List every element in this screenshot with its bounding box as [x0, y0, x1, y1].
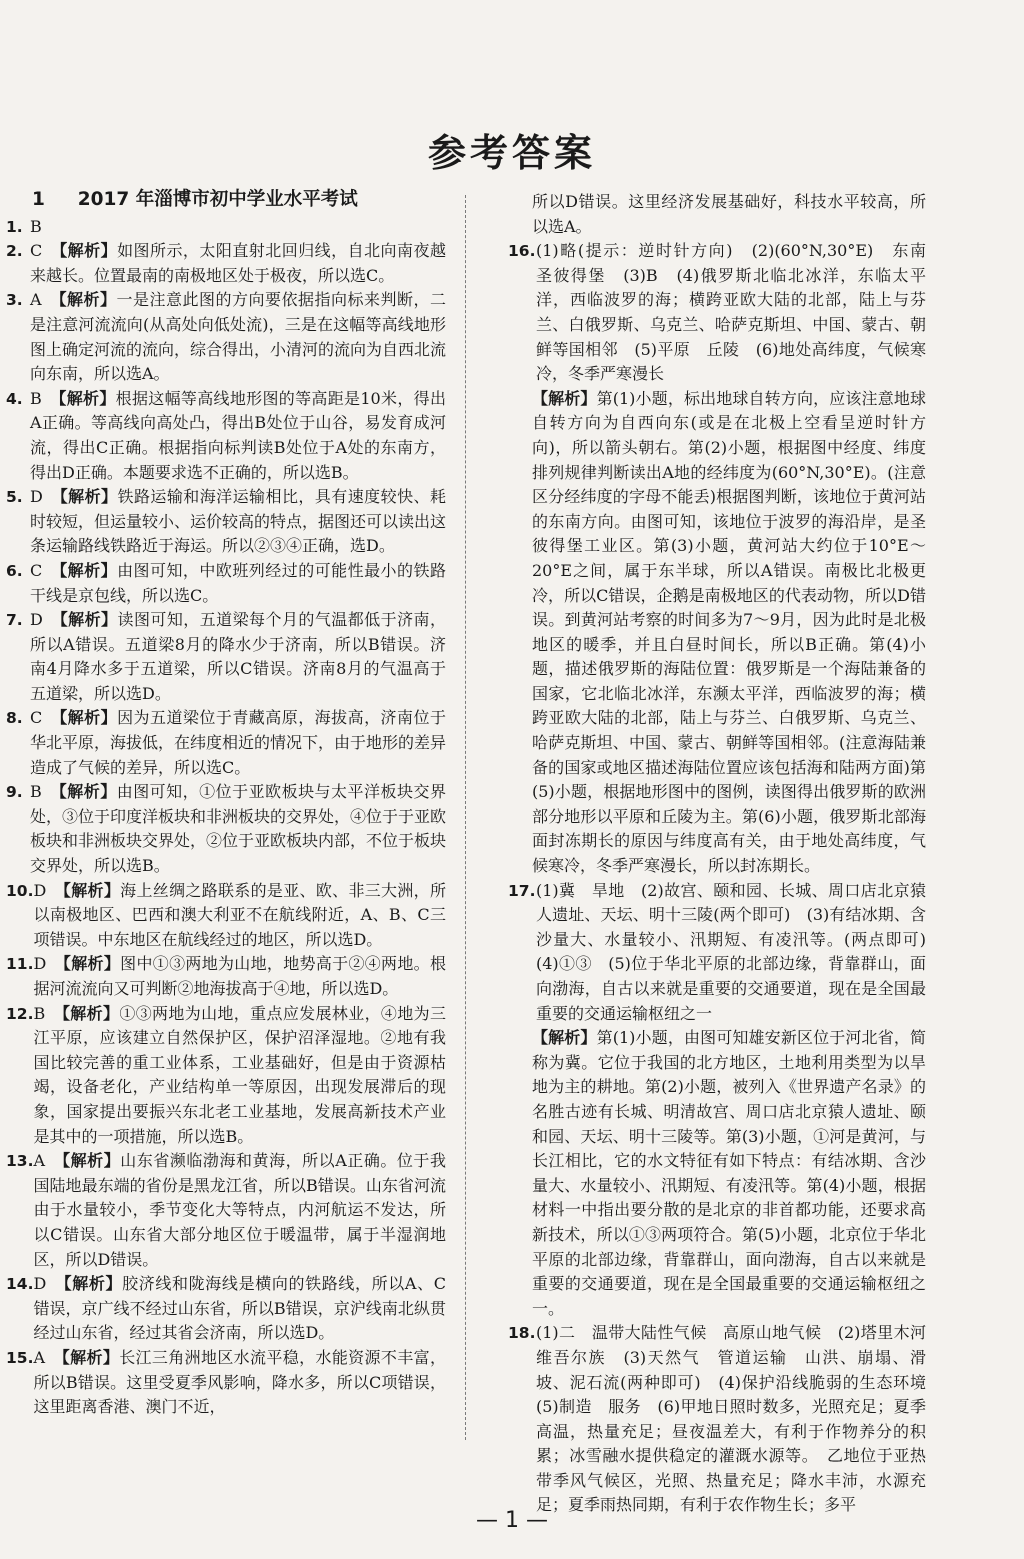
answer-body: [33, 1346, 446, 1420]
answer-body: [30, 387, 446, 485]
answer-item: [6, 879, 446, 953]
answer-number: 4.: [6, 389, 23, 408]
answer-item: [6, 387, 446, 485]
analysis-text: 由图可知，①位于亚欧板块与太平洋板块交界处，③位于印度洋板块和非洲板块的交界处，④位于于亚欧板块和非洲板块交界处，②位于亚欧板块内部，不位于板块交界处，所以选B。: [30, 782, 447, 876]
answer-item: [508, 1321, 943, 1518]
analysis-tag: 【解析】: [59, 610, 118, 630]
right-column: [508, 190, 943, 1518]
analysis-tag: 【解析】: [62, 954, 121, 974]
answer-choice: B: [30, 782, 42, 802]
answer-item: [6, 239, 446, 288]
answer-item: [6, 608, 446, 706]
answer-number: 7.: [6, 611, 23, 630]
answer-item: [6, 1002, 446, 1150]
answer-body: (1)二 温带大陆性气候 高原山地气候 (2)塔里木河 维吾尔族 (3)天然气 管道运输 山洪、崩塌、滑坡、泥石流(两种即可) (4)保护沿线脆弱的生态环境 (5)制造 服务 (6)甲地日照时数多，光照充足；夏季高温，热量充足；昼夜温差大，有利于作物养分的积累；冰雪融水提供稳定的灌溉水源等。 乙地位于亚热带季风气候区，光照、热量充足；降水丰沛，水源充足；夏季雨热同期，有利于农作物生长；多平: [536, 1323, 943, 1515]
answer-choice: C: [30, 241, 43, 261]
answer-number: 10.: [6, 881, 34, 900]
analysis-text: 读图可知，五道梁每个月的气温都低于济南，所以A错误。五道梁8月的降水少于济南，所以B错误。济南4月降水多于五道梁，所以C错误。济南8月的气温高于五道梁，所以选D。: [30, 610, 446, 703]
answer-body: [33, 1002, 446, 1150]
answer-body: [30, 215, 446, 240]
answer-body: [30, 608, 446, 706]
analysis-text: 图中①③两地为山地，地势高于②④两地。根据河流流向又可判断②地海拔高于④地，所以选D。: [33, 954, 446, 998]
analysis-text: 一是注意此图的方向要依据指向标来判断，二是注意河流流向(从高处向低处流)，三是在这幅等高线地形图上确定河流的流向，综合得出，小清河的流向为自西北流向东南，所以选A。: [30, 290, 447, 384]
answer-item: [6, 215, 446, 240]
analysis-paragraph: [508, 1026, 926, 1321]
answer-choice: B: [30, 388, 42, 408]
section-number: 1: [32, 189, 45, 210]
answer-number: 12.: [6, 1004, 34, 1023]
answer-body: [33, 879, 446, 953]
analysis-tag: 【解析】: [61, 1003, 120, 1023]
answer-choice: A: [33, 1151, 46, 1171]
answer-choice: A: [30, 290, 42, 310]
answer-number: 1.: [6, 217, 23, 236]
analysis-text: 胶济线和陇海线是横向的铁路线，所以A、C错误，京广线不经过山东省，所以B错误，京沪线南北纵贯经过山东省，经过其省会济南，所以选D。: [33, 1274, 446, 1343]
answer-choice: B: [30, 216, 42, 236]
analysis-text: 山东省濒临渤海和黄海，所以A正确。位于我国陆地最东端的省份是黑龙江省，所以B错误。山东省河流由于水量较小，季节变化大等特点，内河航运不发达，所以C错误。山东省大部分地区位于暖温带，属于半湿润地区，所以D错误。: [33, 1151, 446, 1269]
analysis-tag: 【解析】: [59, 487, 118, 507]
answer-item: [6, 780, 446, 878]
answer-number: 16.: [508, 242, 536, 261]
answer-body: [33, 1272, 446, 1346]
analysis-text: 第(1)小题，标出地球自转方向，应该注意地球自转方向为自西向东(或是在北极上空看呈逆时针方向)，所以箭头朝右。第(2)小题，根据图中经度、纬度排列规律判断读出A地的经纬度为(60°N,30°E)。(注意区分经纬度的字母不能丢)根据图判断，该地位于黄河站的东南方向。由图可知，该地位于波罗的海沿岸，是圣彼得堡工业区。第(3)小题，黄河站大约位于10°E～20°E之间，属于东半球，所以A错误。南极比北极更冷，所以C错误，企鹅是南极地区的代表动物，所以D错误。到黄河站考察的时间多为7～9月，因为此时是北极地区的暖季，并且白昼时间长，所以B正确。第(4)小题，描述俄罗斯的海陆位置：俄罗斯是一个海陆兼备的国家，它北临北冰洋，东濒太平洋，西临波罗的海；横跨亚欧大陆的北部，陆上与芬兰、白俄罗斯、乌克兰、哈萨克斯坦、中国、蒙古、朝鲜等国相邻。(注意海陆兼备的国家或地区描述海陆位置应该包括海和陆两方面)第(5)小题，根据地形图中的图例，读图得出俄罗斯的欧洲部分地形以平原和丘陵为主。第(6)小题，俄罗斯北部海面封冻期长的原因与纬度高有关，由于地处高纬度，气候寒冷，冬季严寒漫长，所以封冻期长。: [532, 388, 926, 876]
answer-body: [30, 239, 446, 288]
page-number: — 1 —: [476, 1508, 548, 1533]
answer-item: [6, 1149, 446, 1272]
answer-continuation: [508, 190, 926, 239]
analysis-text: 如图所示，太阳直射北回归线，自北向南夜越来越长。位置最南的南极地区处于极夜，所以选C。: [30, 241, 446, 285]
answer-number: 3.: [6, 291, 23, 310]
analysis-paragraph: [508, 387, 926, 879]
answer-body: [30, 485, 446, 559]
answer-number: 15.: [6, 1348, 34, 1367]
answer-item: [6, 485, 446, 559]
answer-number: 14.: [6, 1275, 34, 1294]
analysis-tag: 【解析】: [59, 560, 118, 580]
analysis-text: 第(1)小题，由图可知雄安新区位于河北省，简称为冀。它位于我国的北方地区，土地利用类型为以旱地为主的耕地。第(2)小题，被列入《世界遗产名录》的名胜古迹有长城、明清故宫、周口店北京猿人遗址、颐和园、天坛、明十三陵等。第(3)小题，①河是黄河，与长江相比，它的水文特征有如下特点：有结冰期、含沙量大、水量较小、汛期短、有凌汛等。第(4)小题，根据材料一中指出要分散的是北京的非首都功能，还要求高新技术，所以①③两项符合。第(5)小题，北京位于华北平原的北部边缘，背靠群山，面向渤海，自古以来就是重要的交通要道，现在是全国最重要的交通运输枢纽之一。: [532, 1028, 926, 1318]
page-title: 参考答案: [427, 130, 596, 175]
analysis-text: 海上丝绸之路联系的是亚、欧、非三大洲，所以南极地区、巴西和澳大利亚不在航线附近，A、B、C三项错误。中东地区在航线经过的地区，所以选D。: [33, 880, 446, 949]
answer-choice: D: [33, 1274, 47, 1294]
answer-number: 8.: [6, 709, 23, 728]
answer-choice: D: [30, 610, 43, 630]
answer-number: 6.: [6, 561, 23, 580]
analysis-tag: 【解析】: [532, 1028, 597, 1048]
answer-number: 13.: [6, 1152, 34, 1171]
answer-item: [6, 1272, 446, 1346]
answer-item: [6, 288, 446, 386]
answer-number: 18.: [508, 1324, 536, 1343]
analysis-text: 由图可知，中欧班列经过的可能性最小的铁路干线是京包线，所以选C。: [30, 560, 446, 605]
analysis-text: 所以D错误。这里经济发展基础好，科技水平较高，所以选A。: [532, 192, 926, 236]
answer-body: [30, 288, 446, 386]
answer-body: [33, 1149, 446, 1272]
answer-body: [30, 706, 446, 780]
answer-item: [6, 706, 446, 780]
analysis-tag: 【解析】: [532, 388, 597, 408]
answer-item: [508, 239, 943, 387]
analysis-tag: 【解析】: [59, 708, 118, 728]
answer-number: 17.: [508, 881, 536, 900]
answer-item: [6, 1346, 446, 1420]
answer-choice: C: [30, 708, 43, 728]
analysis-tag: 【解析】: [62, 880, 121, 900]
analysis-text: 铁路运输和海洋运输相比，具有速度较快、耗时较短，但运量较小、运价较高的特点，据图还可以读出这条运输路线铁路近于海运。所以②③④正确，选D。: [30, 487, 447, 556]
answer-item: [508, 879, 943, 1027]
answer-choice: B: [33, 1003, 46, 1023]
answer-number: 9.: [6, 783, 23, 802]
answer-body: (1)冀 旱地 (2)故宫、颐和园、长城、周口店北京猿人遗址、天坛、明十三陵(两个即可) (3)有结冰期、含沙量大、水量较小、汛期短、有凌汛等。(两点即可) (4)①③ (5)位于华北平原的北部边缘，背靠群山，面向渤海，自古以来就是重要的交通要道，现在是全国最重要的交通运输枢纽之一: [536, 880, 943, 1023]
answer-body: [30, 780, 446, 878]
analysis-tag: 【解析】: [58, 782, 117, 802]
answer-item: [6, 559, 446, 608]
column-divider: [465, 195, 466, 1440]
analysis-text: 因为五道梁位于青藏高原，海拔高，济南位于华北平原，海拔低，在纬度相近的情况下，由于地形的差异造成了气候的差异，所以选C。: [30, 708, 447, 777]
left-column: [6, 188, 446, 1420]
answer-list-left: [6, 215, 446, 1420]
answer-body: [33, 952, 446, 1001]
answer-choice: A: [33, 1347, 46, 1367]
answer-body: [30, 559, 446, 608]
analysis-tag: 【解析】: [58, 388, 116, 408]
answer-choice: D: [33, 954, 47, 974]
answer-number: 2.: [6, 242, 23, 261]
analysis-tag: 【解析】: [58, 290, 117, 310]
answer-number: 11.: [6, 955, 34, 974]
analysis-tag: 【解析】: [63, 1274, 123, 1294]
section-heading: [6, 188, 446, 213]
answer-list-right: [508, 190, 943, 1518]
answer-choice: D: [33, 880, 47, 900]
answer-choice: D: [30, 487, 43, 507]
answer-item: [6, 952, 446, 1001]
analysis-tag: 【解析】: [59, 241, 118, 261]
analysis-tag: 【解析】: [62, 1151, 121, 1171]
analysis-text: ①③两地为山地，重点应发展林业，④地为三江平原，应该建立自然保护区，保护沼泽湿地。②地有我国比较完善的重工业体系，工业基础好，但是由于资源枯竭，设备老化，产业结构单一等原因，出现发展滞后的现象，国家提出要振兴东北老工业基地，发展高新技术产业是其中的一项措施，所以选B。: [33, 1003, 446, 1146]
analysis-tag: 【解析】: [61, 1347, 120, 1367]
analysis-text: 根据这幅等高线地形图的等高距是10米，得出A正确。等高线向高处凸，得出B处位于山谷，易发育成河流，得出C正确。根据指向标判读B处位于A处的东南方，得出D正确。本题要求选不正确的，所以选B。: [30, 388, 446, 482]
answer-body: (1)略(提示：逆时针方向) (2)(60°N,30°E) 东南 圣彼得堡 (3)B (4)俄罗斯北临北冰洋，东临太平洋，西临波罗的海；横跨亚欧大陆的北部，陆上与芬兰、白俄罗斯、乌克兰、哈萨克斯坦、中国、蒙古、朝鲜等国相邻 (5)平原 丘陵 (6)地处高纬度，气候寒冷，冬季严寒漫长: [536, 241, 943, 384]
section-title: 2017 年淄博市初中学业水平考试: [77, 189, 358, 210]
analysis-text: 长江三角洲地区水流平稳，水能资源不丰富，所以B错误。这里受夏季风影响，降水多，所以C项错误，这里距离香港、澳门不近，: [33, 1347, 446, 1417]
answer-choice: C: [30, 560, 43, 580]
answer-number: 5.: [6, 488, 23, 507]
